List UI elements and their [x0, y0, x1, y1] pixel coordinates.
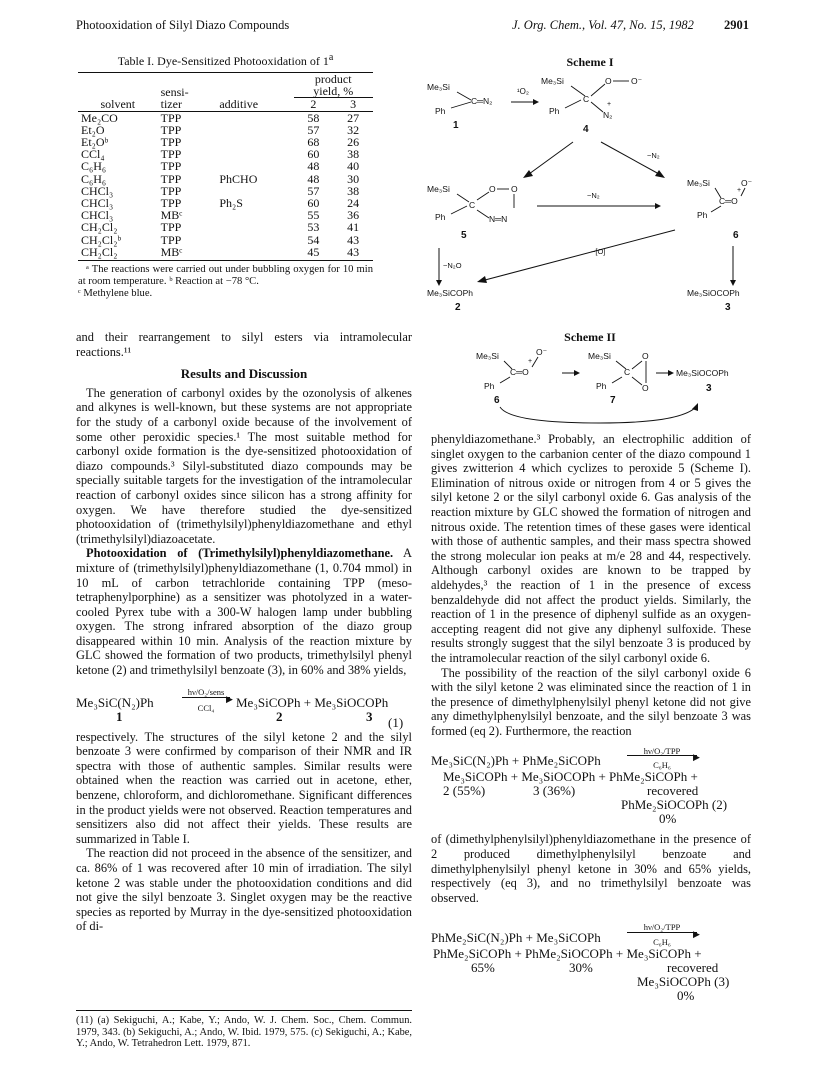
scheme2-compound-3: 3: [706, 383, 712, 394]
singlet-oxygen-label: ¹O₂: [517, 87, 529, 96]
cell-add: Ph₂S: [219, 196, 243, 211]
cell-y3: 40: [347, 159, 360, 174]
table-row: [78, 136, 373, 148]
cell-add: [216, 136, 293, 148]
svg-text:N═N: N═N: [489, 214, 508, 224]
col-header-2: 2: [310, 97, 317, 112]
svg-text:Me₃Si: Me₃Si: [687, 178, 710, 188]
svg-text:O: O: [642, 351, 649, 361]
cell-add: [216, 124, 293, 136]
cell-y3: 38: [347, 147, 360, 162]
col-header-product: product: [314, 72, 352, 86]
table-row: [78, 234, 373, 246]
table-caption: Table I. Dye-Sensitized Photooxidation of 1$^a$: [117, 52, 334, 68]
col-header-yield: yield, %: [294, 85, 374, 98]
product-3-formula: Me₃SiOCOPh: [687, 288, 740, 298]
svg-text:Me₃Si: Me₃Si: [476, 351, 499, 361]
table-footnotes: ᵃ The reactions were carried out under bubbling oxygen for 10 min at room temperature. ᵇ Reaction at −78 °C. ᶜ Methylene blue.: [78, 264, 373, 300]
cell-y2: 57: [307, 183, 320, 198]
label-ph: Ph: [435, 106, 446, 116]
svg-text:Ph: Ph: [549, 106, 560, 116]
table-row: [78, 124, 373, 136]
cell-y3: 26: [347, 135, 360, 150]
table-row: [78, 221, 373, 233]
cell-sens: TPP: [160, 220, 182, 235]
paragraph: The possibility of the reaction of the silyl carbonyl oxide 6 with the silyl ketone 2 was eliminated since the reaction of 1 in the presence of dimethylphenylsilyl phenyl ketone did not give any dimethylphenylsilyl benzoate, and the silyl benzoate 3 was formed (eq 2). Furthermore, the reaction: [431, 665, 751, 738]
svg-text:O⁻: O⁻: [631, 76, 643, 86]
cell-solvent: Me₂CO: [81, 110, 118, 125]
table-row: [78, 160, 373, 172]
cell-y3: 32: [347, 122, 360, 137]
cell-y2: 55: [307, 208, 320, 223]
scheme2-product: Me₃SiOCOPh: [676, 368, 729, 378]
compound-5-number: 5: [461, 230, 467, 241]
svg-text:Me₃Si: Me₃Si: [541, 76, 564, 86]
cell-y2: 48: [307, 159, 320, 174]
table-row: [78, 111, 373, 124]
col-header-sensi: sensi-: [160, 84, 189, 99]
cell-add: [216, 111, 293, 124]
svg-text:Me₃Si: Me₃Si: [588, 351, 611, 361]
cell-solvent: CHCl₃: [81, 208, 114, 223]
section-heading: Results and Discussion: [180, 366, 308, 382]
table-row: [78, 173, 373, 185]
cell-solvent: CH₂Cl₂ᵇ: [81, 232, 122, 247]
svg-text:Ph: Ph: [435, 212, 446, 222]
cell-sens: TPP: [160, 135, 182, 150]
svg-text:Ph: Ph: [484, 381, 495, 391]
cell-solvent: CHCl₃: [81, 196, 114, 211]
cell-sens: MBᶜ: [160, 208, 183, 223]
compound-3-number: 3: [725, 302, 731, 313]
cell-add: [216, 209, 293, 221]
cell-sens: MBᶜ: [160, 244, 183, 259]
svg-text:O: O: [489, 184, 496, 194]
paragraph: The generation of carbonyl oxides by the ozonolysis of alkenes and alkynes is well-known, but these systems are not appropriate for the study of a carbonyl oxide because of the involvement of some other peroxidic species.¹ The most suitable method for carbonyl oxide formation is the dye-sensitized photooxidation of diazo compounds.³ Silyl-substituted diazo compounds may be specially suitable targets for the investigation of the intramolecular reaction of carbonyl oxides since silicon has a strong affinity for oxygen. We have therefore studied the dye-sensitized photooxidation of (trimethylsilyl)phenyldiazomethane and ethyl (trimethylsilyl)diazoacetate.: [76, 385, 412, 546]
svg-text:C: C: [583, 94, 590, 104]
scheme-2-title: Scheme II: [564, 330, 616, 344]
cell-y2: 45: [307, 244, 320, 259]
cell-y3: 27: [347, 110, 360, 125]
cell-sens: TPP: [160, 171, 182, 186]
journal-citation: J. Org. Chem., Vol. 47, No. 15, 1982: [512, 18, 694, 32]
cell-y3: 38: [347, 183, 360, 198]
cell-solvent: C₆H₆: [81, 171, 107, 186]
cell-solvent: CCl₄: [81, 147, 105, 162]
cell-solvent: Et₂O: [81, 122, 105, 137]
cell-y3: 24: [347, 196, 360, 211]
label-me3si: Me₃Si: [427, 82, 450, 92]
cell-solvent: Et₂Oᵇ: [81, 135, 109, 150]
scheme2-compound-7: 7: [610, 395, 616, 406]
svg-text:O: O: [511, 184, 518, 194]
cell-y2: 54: [307, 232, 320, 247]
svg-text:C═O: C═O: [510, 367, 529, 377]
scheme2-compound-6: 6: [494, 395, 500, 406]
col-header-solvent: solvent: [100, 97, 136, 112]
svg-text:O: O: [642, 383, 649, 393]
cell-add: PhCHO: [219, 171, 258, 186]
svg-text:Ph: Ph: [596, 381, 607, 391]
table-row: [78, 148, 373, 160]
cell-y2: 58: [307, 110, 320, 125]
compound-1-number: 1: [453, 120, 459, 131]
compound-2-number: 2: [455, 302, 461, 313]
scheme-1-title: Scheme I: [566, 55, 614, 69]
cell-y3: 43: [347, 232, 360, 247]
cell-y3: 41: [347, 220, 360, 235]
footnote-11: (11) (a) Sekiguchi, A.; Kabe, Y.; Ando, W. J. Chem. Soc., Chem. Commun. 1979, 343. (b) Sekiguchi, A.; Ando, W. Ibid. 1979, 575. (c) Sekiguchi, A.; Kabe, Y.; Ando, W. Tetrahedron Lett. 1979, 871.: [76, 1010, 412, 1050]
cell-add: [216, 148, 293, 160]
svg-text:N₂: N₂: [603, 110, 613, 120]
cell-solvent: CH₂Cl₂: [81, 244, 118, 259]
table-body: [78, 73, 373, 258]
left-column: [76, 330, 412, 934]
running-header: Photooxidation of Silyl Diazo Compounds: [76, 18, 290, 32]
cell-y2: 68: [307, 135, 320, 150]
cell-sens: TPP: [160, 147, 182, 162]
cell-add: [216, 160, 293, 172]
svg-text:Ph: Ph: [697, 210, 708, 220]
svg-text:−[O]: −[O]: [591, 247, 606, 256]
equation-2: Me₃SiC(N₂)Ph + PhMe₂SiCOPh hν/O₂/TPP ▶ C₆H₆ Me₃SiCOPh + Me₃SiOCOPh + PhMe₂SiCOPh + 2 (55%) 3 (36%) recovered PhMe₂SiOCOPh (2) 0%: [431, 746, 728, 827]
cell-add: [216, 246, 293, 258]
svg-text:−N₂: −N₂: [587, 191, 600, 200]
svg-text:−N₂: −N₂: [647, 151, 660, 160]
scheme-2-diagram: [470, 345, 740, 427]
right-column: [431, 432, 751, 1011]
cell-y2: 53: [307, 220, 320, 235]
cell-solvent: C₆H₆: [81, 159, 107, 174]
table-row: [78, 197, 373, 209]
cell-y2: 60: [307, 147, 320, 162]
equation-3: PhMe₂SiC(N₂)Ph + Me₃SiCOPh hν/O₂/TPP ▶ C₆H₆ PhMe₂SiCOPh + PhMe₂SiOCOPh + Me₃SiCOPh + 65% 30% recovered Me₃SiOCOPh (3) 0%: [431, 922, 730, 1004]
page-number: 2901: [724, 18, 749, 32]
svg-text:+: +: [607, 101, 612, 108]
paragraph: and their rearrangement to silyl esters via intramolecular reactions.¹¹: [76, 330, 412, 359]
svg-text:O⁻: O⁻: [536, 347, 548, 357]
cell-sens: TPP: [160, 232, 182, 247]
svg-text:O: O: [605, 76, 612, 86]
cell-solvent: CHCl₃: [81, 183, 114, 198]
cell-y3: 43: [347, 244, 360, 259]
cell-sens: TPP: [160, 159, 182, 174]
cell-y3: 36: [347, 208, 360, 223]
svg-text:C: C: [624, 367, 631, 377]
cell-sens: TPP: [160, 196, 182, 211]
table-row: [78, 246, 373, 258]
compound-6-number: 6: [733, 230, 739, 241]
cell-y3: 30: [347, 171, 360, 186]
svg-text:O⁻: O⁻: [741, 178, 753, 188]
paragraph: of (dimethylphenylsilyl)phenyldiazomethane in the presence of 2 produced dimethylphenylsilyl benzoate and dimethylphenylsilyl phenyl ketone in 30% and 65% yields, respectively (eq 3), and no trimethylsilyl benzoate was observed.: [431, 832, 751, 905]
product-2-formula: Me₃SiCOPh: [427, 288, 473, 298]
svg-text:Me₃Si: Me₃Si: [427, 184, 450, 194]
cell-sens: TPP: [160, 183, 182, 198]
svg-text:−N₂O: −N₂O: [443, 261, 462, 270]
table-1: [78, 52, 373, 300]
svg-text:C═O: C═O: [719, 196, 738, 206]
svg-text:+: +: [528, 358, 533, 365]
cell-y2: 57: [307, 122, 320, 137]
compound-4-number: 4: [583, 124, 589, 135]
cell-solvent: CH₂Cl₂: [81, 220, 118, 235]
scheme-1-diagram: [425, 70, 755, 320]
svg-text:C: C: [469, 200, 476, 210]
paragraph: The reaction did not proceed in the absence of the sensitizer, and ca. 86% of 1 was recovered after 10 min of irradiation. The silyl ketone 2 was stable under the photooxidation conditions and did not give the silyl benzoate 3. Singlet oxygen may be the reactive species as reported by Murray in the dye-sensitized photooxidation of di-: [76, 846, 412, 934]
col-header-additive: additive: [219, 97, 259, 112]
cell-add: [216, 234, 293, 246]
cell-sens: TPP: [160, 122, 182, 137]
paragraph: Photooxidation of (Trimethylsilyl)phenyldiazomethane. A mixture of (trimethylsilyl)phenyldiazomethane (1, 0.704 mmol) in 10 mL of carbon tetrachloride containing TPP (meso-tetraphenylporphine) as a sensitizer was photolyzed in a water-cooled Pyrex tube with a 300-W halogen lamp under bubbling oxygen. The strong infrared absorption of the diazo group disappeared within 10 min. Analysis of the reaction mixture by GLC showed the formation of two products, trimethylsilyl phenyl ketone (2) and trimethylsilyl benzoate (3), in 60% and 38% yields,: [76, 546, 412, 678]
cell-add: [216, 221, 293, 233]
paragraph: respectively. The structures of the silyl ketone 2 and the silyl benzoate 3 were confirmed by comparison of their NMR and IR spectra with those of authentic samples. Similar results were obtained when the reaction was carried out in acetone, ether, benzene, chloroform, and dichloromethane. Significant differences in the product yields were not observed. Reaction temperatures and sensitizers also did not affect their yields. These results are summarized in Table I.: [76, 729, 412, 846]
svg-text:+: +: [737, 187, 742, 194]
cell-y2: 60: [307, 196, 320, 211]
label-n2: ═N₂: [477, 96, 493, 106]
col-header-3: 3: [350, 97, 357, 112]
cell-y2: 48: [307, 171, 320, 186]
cell-sens: TPP: [160, 110, 182, 125]
equation-1: Me₃SiC(N₂)Ph hν/O₂/sens ▶ CCl₄ Me₃SiCOPh + Me₃SiOCOPh 1 2 3 (1): [76, 686, 404, 730]
table-row: [78, 209, 373, 221]
col-header-tizer: tizer: [160, 97, 182, 112]
paragraph: phenyldiazomethane.³ Probably, an electrophilic addition of singlet oxygen to the carbanion center of the diazo compound 1 gives zwitterion 4 which cyclizes to peroxide 5 (Scheme I). Elimination of nitrous oxide or nitrogen from 4 or 5 gives the silyl ketone 2 or the silyl carbonyl oxide 6. Gas analysis of the reaction mixture by GLC showed the formation of nitrogen and nitrous oxide. The retention times of these gases were identical with those of authentic samples, and their mass spectra showed the strong molecular ion peaks at m/e 28 and 44, respectively. Although carbonyl oxides are known to be trapped by aldehydes,³ the reaction of 1 in the presence of excess benzaldehyde did not affect the product yields. Similarly, the reaction of 1 in the presence of diphenyl sulfide as an oxygen-accepting reagent did not give any diphenyl sulfoxide. These results strongly suggest that the silyl benzoate 3 is produced by the intramolecular reaction of the silyl carbonyl oxide 6.: [431, 432, 751, 665]
label-c: C: [471, 96, 478, 106]
